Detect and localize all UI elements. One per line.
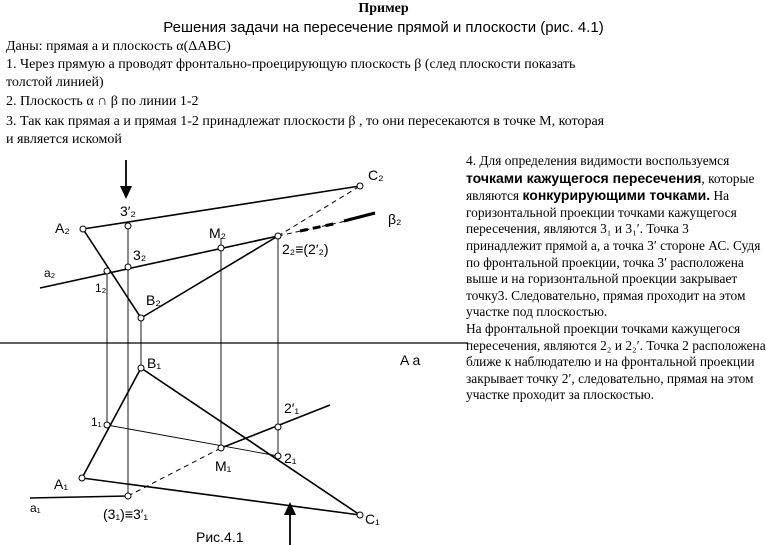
explanation-paragraph-2: На фронтальной проекции точками кажущегося пересечения, являются 2₂ и 2₂′. Точка 2 расположена ближе к наблюдателю и на фронтальной проекции закрывает точку 2′, следовательно, прямая на этом участке проходит за плоскостью.	[466, 320, 766, 403]
label-A1: A₁	[54, 476, 69, 492]
label-2prime1: 2′₁	[284, 400, 300, 416]
point-21	[275, 453, 281, 459]
label-axis: A a	[400, 352, 421, 368]
point-M2	[218, 245, 224, 251]
label-B1: B₁	[147, 355, 162, 371]
step-3-line-1: 3. Так как прямая а и прямая 1-2 принадлежат плоскости β , то они пересекаются в точке М, которая	[6, 114, 605, 129]
arrow-down-icon	[120, 186, 132, 199]
label-C2: C₂	[368, 167, 384, 183]
point-22	[275, 233, 281, 239]
emphasis-competing-points: конкурирующими точками.	[522, 187, 711, 204]
point-A1	[79, 475, 85, 481]
point-3prime2	[125, 223, 131, 229]
label-a1: a₁	[30, 501, 41, 515]
label-C1: C₁	[365, 511, 380, 527]
label-31-eq: (3₁)≡3′₁	[103, 506, 149, 522]
edge-B1C1	[141, 368, 360, 515]
point-31	[125, 493, 131, 499]
label-B2: B₂	[146, 292, 161, 308]
point-A2	[80, 226, 86, 232]
label-12: 1₂	[95, 281, 107, 295]
point-32	[125, 264, 131, 270]
point-B1	[138, 365, 144, 371]
explanation-text: , которые являются	[466, 170, 755, 204]
label-3prime2: 3′₂	[120, 203, 136, 219]
beta-trace	[344, 213, 375, 221]
line-1-2	[107, 425, 278, 456]
line-a2	[40, 236, 278, 288]
edge-B2-2	[141, 236, 278, 318]
point-11	[104, 422, 110, 428]
page-title: Пример	[358, 1, 409, 16]
label-a2: a₂	[44, 266, 56, 280]
label-11: 1₁	[91, 415, 102, 429]
step-1-line-1: 1. Через прямую а проводят фронтально-проецирующую плоскость β (след плоскости показать	[6, 57, 576, 72]
label-beta2: β₂	[388, 211, 402, 227]
line-a1-left	[30, 496, 128, 498]
label-M2: M₂	[209, 225, 227, 241]
explanation-text: На горизонтальной проекции точками кажущегося пересечения, являются 3₁ и 3₁′. Точка 3 принадлежит прямой а, а точка 3′ стороне АС. Судя по фронтальной проекции, точка 3′ расположена выше и на горизонтальной проекции закрывает точку3. Следовательно, прямая проходит на этом участке под плоскостью.	[466, 188, 761, 320]
label-32: 3₂	[133, 247, 147, 263]
page-subtitle: Решения задачи на пересечение прямой и плоскости (рис. 4.1)	[163, 19, 604, 36]
given-line: Даны: прямая а и плоскость α(ΔABC)	[6, 39, 231, 54]
edge-A2B2	[83, 229, 141, 318]
step-2-line: 2. Плоскость α ∩ β по линии 1-2	[6, 94, 199, 109]
step-3-line-2: и является искомой	[6, 132, 122, 147]
figure-caption: Рис.4.1	[196, 529, 244, 545]
arrow-up-icon	[284, 502, 296, 515]
explanation-text: 4. Для определения видимости воспользуемся	[466, 153, 730, 168]
point-B2	[138, 315, 144, 321]
emphasis-apparent-intersection: точками кажущегося пересечения	[466, 169, 702, 186]
point-2prime1	[275, 424, 281, 430]
point-12	[104, 268, 110, 274]
label-21: 2₁	[284, 450, 297, 466]
beta-trace-dash	[300, 223, 338, 231]
line-a1-hidden	[128, 448, 221, 496]
point-C1	[357, 512, 363, 518]
label-M1: M₁	[215, 458, 232, 474]
label-A2: A₂	[55, 220, 70, 236]
point-C2	[357, 183, 363, 189]
label-22-eq: 2₂≡(2′₂)	[282, 241, 329, 257]
step-1-line-2: толстой линией)	[6, 75, 104, 90]
point-M1	[218, 445, 224, 451]
